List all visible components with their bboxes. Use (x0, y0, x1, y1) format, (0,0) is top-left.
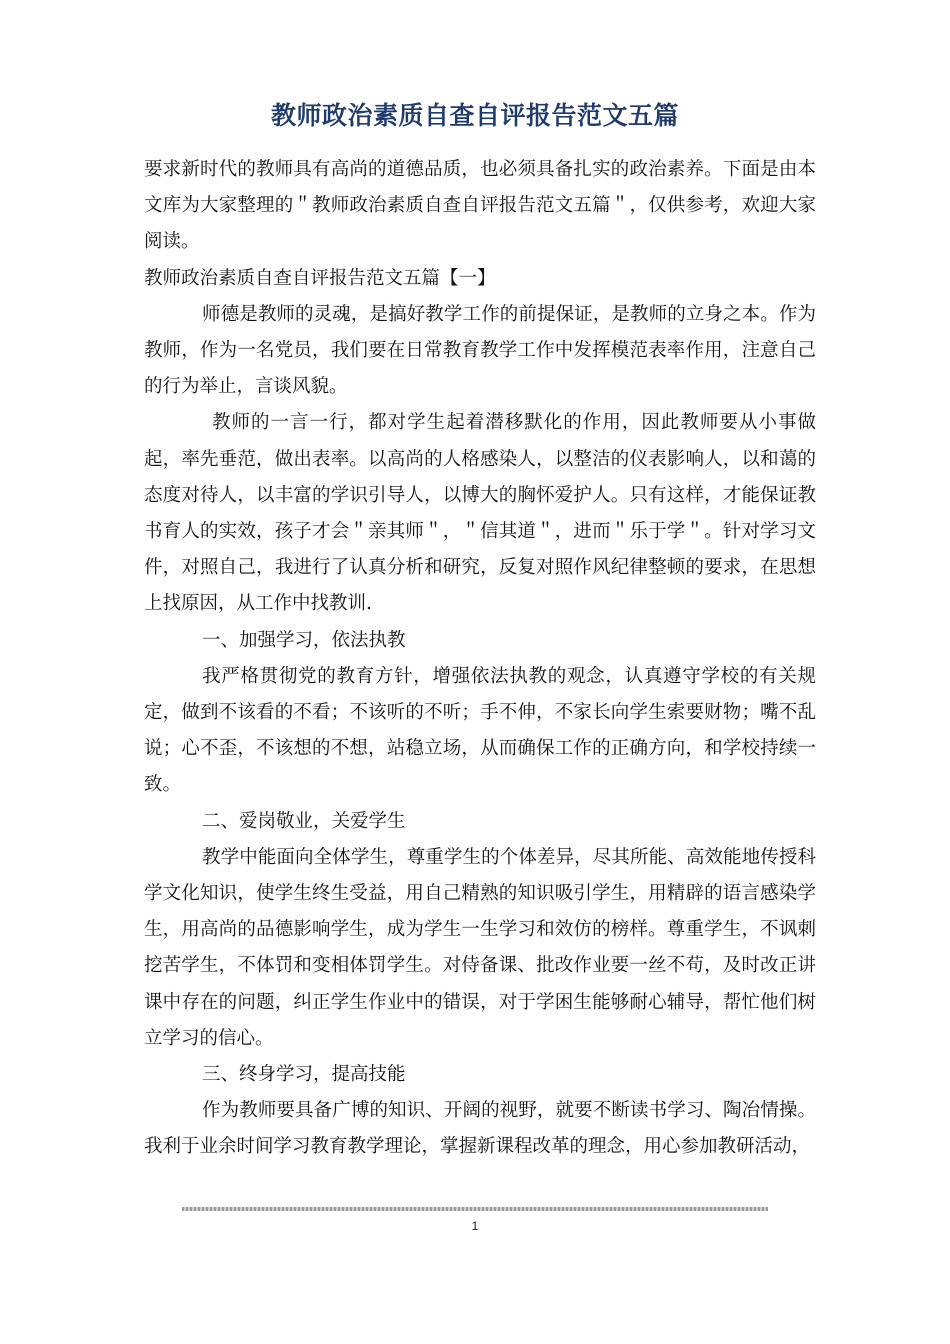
body-paragraph: 师德是教师的灵魂，是搞好教学工作的前提保证，是教师的立身之本。作为教师，作为一名党员，我们要在日常教育教学工作中发挥模范表率作用，注意自己的行为举止，言谈风貌。 (144, 303, 816, 398)
body-paragraph: 教师的一言一行，都对学生起着潜移默化的作用，因此教师要从小事做起，率先垂范，做出表率。以高尚的人格感染人，以整洁的仪表影响人，以和蔼的态度对待人，以丰富的学识引导人，以博大的胸怀爱护人。只有这样，才能保证教书育人的实效，孩子才会＂亲其师＂，＂信其道＂，进而＂乐于学＂。针对学习文件，对照自己，我进行了认真分析和研究，反复对照作风纪律整顿的要求，在思想上找原因，从工作中找教训. (144, 412, 816, 615)
page-number: 1 (471, 1219, 479, 1233)
document-title: 教师政治素质自查自评报告范文五篇 (270, 101, 679, 130)
subheading: 一、加强学习，依法执教 (202, 629, 406, 651)
subheading: 三、终身学习，提高技能 (202, 1064, 406, 1086)
document-body (144, 152, 816, 1166)
section-heading: 教师政治素质自查自评报告范文五篇【一】 (144, 267, 496, 289)
intro-paragraph: 要求新时代的教师具有高尚的道德品质，也必须具备扎实的政治素养。下面是由本文库为大家整理的＂教师政治素质自查自评报告范文五篇＂，仅供参考，欢迎大家阅读。 (144, 159, 816, 253)
subheading: 二、爱岗敬业，关爱学生 (202, 810, 406, 832)
body-paragraph: 作为教师要具备广博的知识、开阔的视野，就要不断读书学习、陶冶情操。我利于业余时间学习教育教学理论，掌握新课程改革的理念，用心参加教研活动， (144, 1100, 816, 1158)
body-paragraph: 我严格贯彻党的教育方针，增强依法执教的观念，认真遵守学校的有关规定，做到不该看的不看；不该听的不听；手不伸，不家长向学生索要财物；嘴不乱说；心不歪，不该想的不想，站稳立场，从而确保工作的正确方向，和学校持续一致。 (144, 665, 816, 796)
footer-divider (182, 1207, 768, 1211)
body-paragraph: 教学中能面向全体学生，尊重学生的个体差异，尽其所能、高效能地传授科学文化知识，使学生终生受益，用自己精熟的知识吸引学生，用精辟的语言感染学生，用高尚的品德影响学生，成为学生一生学习和效仿的榜样。尊重学生，不讽刺挖苦学生，不体罚和变相体罚学生。对侍备课、批改作业要一丝不苟，及时改正讲课中存在的问题，纠正学生作业中的错误，对于学困生能够耐心辅导，帮忙他们树立学习的信心。 (144, 846, 816, 1049)
